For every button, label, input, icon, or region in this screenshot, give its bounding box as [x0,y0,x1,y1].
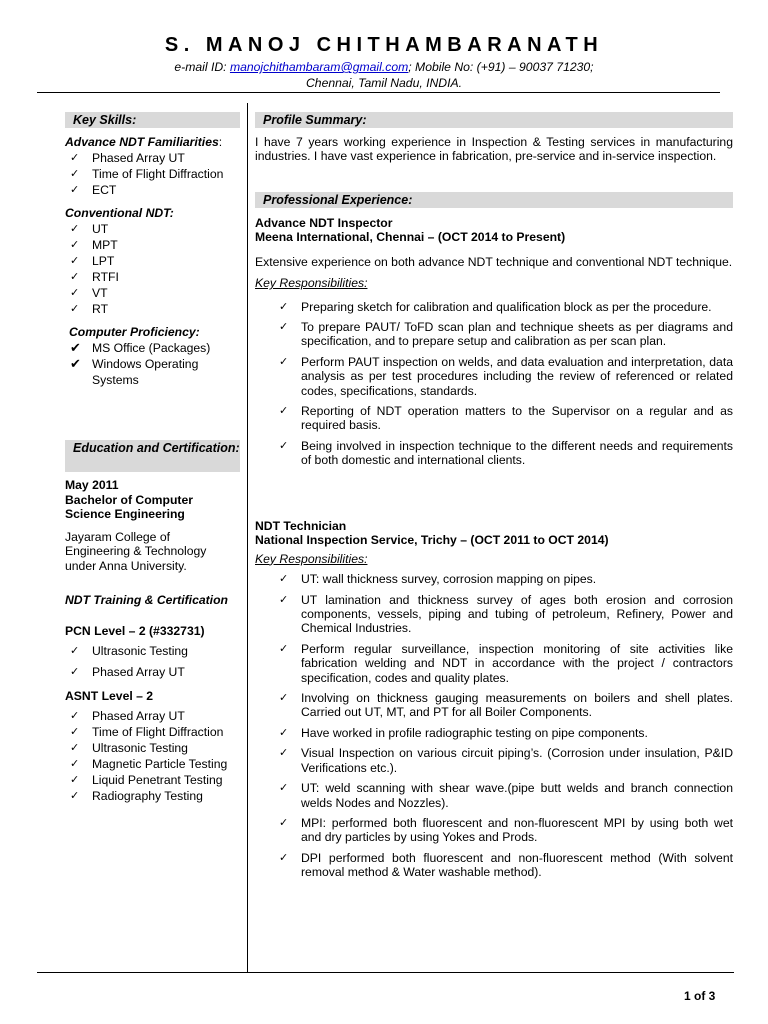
check-icon: ✓ [70,789,80,802]
footer-divider [37,972,734,973]
check-icon: ✓ [70,239,80,251]
check-icon: ✓ [279,321,289,334]
page-number: 1 of 3 [684,989,716,1003]
check-icon: ✓ [70,184,80,196]
education-heading: Education and Certification: [65,440,240,472]
list-item: ✓ Being involved in inspection technique to the different needs and requirements of both domestic and international clients. [279,438,733,468]
job-1 [255,216,733,474]
job-1-company: Meena International, Chennai – (OCT 2014 to Present) [255,230,566,245]
job-1-responsibilities [255,300,733,468]
advance-ndt-list [65,150,240,198]
asnt-list [65,708,240,804]
check-icon: ✓ [70,271,80,283]
list-item: ✓ Reporting of NDT operation matters to the Supervisor on a regular and as required basis. [279,404,733,433]
list-item: ✓ RT [70,302,109,316]
check-icon: ✓ [70,152,80,164]
check-icon: ✓ [70,665,80,678]
location: Chennai, Tamil Nadu, INDIA. [305,76,463,90]
profile-summary-heading: Profile Summary: [255,112,733,128]
mobile-number: ; Mobile No: (+91) – 90037 71230; [408,60,594,74]
conventional-ndt-list [65,221,240,317]
check-icon: ✓ [70,741,80,754]
list-item: ✓ Magnetic Particle Testing [70,756,228,771]
check-icon: ✓ [279,439,289,452]
job-2 [255,519,733,886]
list-item: ✓ UT: weld scanning with shear wave.(pipe butt welds and branch connection welds Nodes and Nozzles). [279,781,733,810]
conventional-ndt-label: Conventional NDT: [65,206,174,220]
list-item: ✓ LPT [70,254,115,268]
check-icon: ✓ [279,747,289,760]
check-icon: ✓ [70,709,80,722]
computer-proficiency-list [65,340,240,388]
list-item: ✓ Involving on thickness gauging measurements on boilers and shell plates. Carried out UT, MT, and PT for all Boiler Components. [279,691,733,720]
check-icon: ✓ [279,726,289,739]
professional-experience-heading: Professional Experience: [255,192,733,208]
list-item: ✓ Visual Inspection on various circuit piping’s. (Corrosion under insulation, P&ID Verifications etc.). [279,746,733,775]
contact-info [0,59,768,91]
list-item: ✓ RTFI [70,270,119,284]
list-item: ✓ Liquid Penetrant Testing [70,772,223,787]
list-item: ✓ MPI: performed both fluorescent and non-fluorescent MPI by using both wet and dry particles by using Yokes and Prods. [279,815,733,845]
list-item: ✔ MS Office (Packages) [70,340,211,355]
list-item: ✓ Phased Array UT [70,708,185,723]
list-item: ✓ Preparing sketch for calibration and qualification block as per the procedure. [279,299,712,314]
job-2-title: NDT Technician [255,519,347,533]
advance-ndt-label: Advance NDT Familiarities: [65,135,223,149]
check-icon: ✓ [70,303,80,315]
list-item: ✓ UT [70,222,109,236]
candidate-name: S. MANOJ CHITHAMBARANATH [164,34,604,56]
job-2-company: National Inspection Service, Trichy – (OCT 2011 to OCT 2014) [255,533,609,548]
list-item: ✓ MPT [70,238,118,252]
list-item: ✓ Phased Array UT [70,151,185,165]
check-icon: ✓ [70,223,80,235]
column-divider [247,103,248,973]
list-item: ✓ Ultrasonic Testing [70,740,188,755]
check-icon: ✓ [70,645,80,657]
education-section [65,478,240,804]
list-item: ✓ DPI performed both fluorescent and non-fluorescent method (With solvent removal method & Water washable method). [279,850,733,880]
check-icon: ✓ [279,782,289,795]
list-item: ✓ Time of Flight Diffraction [70,167,224,181]
check-icon: ✓ [70,725,80,738]
list-item: ✔ Windows Operating Systems [70,356,199,387]
check-icon: ✔ [70,340,81,355]
check-icon: ✓ [70,757,80,770]
check-icon: ✓ [70,168,80,180]
check-icon: ✔ [70,356,81,371]
education-date: May 2011 [65,478,119,492]
check-icon: ✓ [279,816,289,829]
email-label: e-mail ID: [174,60,230,74]
check-icon: ✓ [279,593,289,606]
list-item: ✓ Have worked in profile radiographic testing on pipe components. [279,725,648,740]
list-item: ✓ UT: wall thickness survey, corrosion mapping on pipes. [279,572,597,587]
check-icon: ✓ [279,692,289,705]
list-item: ✓ Ultrasonic Testing [70,644,188,658]
check-icon: ✓ [279,573,289,586]
check-icon: ✓ [70,255,80,267]
check-icon: ✓ [279,300,289,313]
list-item: ✓ Perform regular surveillance, inspection monitoring of site activities like fabrication welding and NDT in accordance with the project / contractors specification, codes and quality plates. [279,641,733,685]
check-icon: ✓ [70,773,80,786]
profile-summary-text: I have 7 years working experience in Inspection & Testing services in manufacturing industries. I have vast experience in fabrication, pre-service and in-service inspection. [255,135,733,164]
email-link[interactable]: manojchithambaram@gmail.com [229,60,409,74]
pcn-list [65,644,240,679]
job-1-summary: Extensive experience on both advance NDT technique and conventional NDT technique. [255,254,733,269]
list-item: ✓ UT lamination and thickness survey of ages both erosion and corrosion components, vessels, piping and tubing of petroleum, Refinery, Power and Chemical Industries. [279,592,733,636]
computer-proficiency-label: Computer Proficiency: [69,325,200,339]
check-icon: ✓ [70,287,80,299]
job-1-title: Advance NDT Inspector [255,216,393,230]
header-divider [37,92,720,93]
job-2-responsibilities [255,572,733,879]
list-item: ✓ To prepare PAUT/ ToFD scan plan and technique sheets as per diagrams and specification, and to prepare setup and calibration as per scan plan. [279,320,733,349]
key-skills-section [65,134,240,388]
check-icon: ✓ [279,642,289,655]
list-item: ✓ Time of Flight Diffraction [70,724,224,739]
list-item: ✓ Phased Array UT [70,664,185,679]
list-item: ✓ Radiography Testing [70,788,203,803]
job-2-responsibilities-label: Key Responsibilities: [255,551,368,566]
check-icon: ✓ [279,405,289,418]
check-icon: ✓ [279,851,289,864]
list-item: ✓ Perform PAUT inspection on welds, and data evaluation and interpretation, data analysis as per test procedures including the review of referenced or related codes, specifications, standards. [279,354,733,398]
check-icon: ✓ [279,355,289,368]
key-skills-heading: Key Skills: [65,112,240,128]
pcn-level-label: PCN Level – 2 (#332731) [65,623,205,638]
ndt-training-label: NDT Training & Certification [65,593,228,607]
list-item: ✓ VT [70,286,108,300]
education-college: Jayaram College of Engineering & Technology under Anna University. [65,529,207,573]
contact-line-1 [0,59,768,75]
education-degree: Bachelor of Computer Science Engineering [65,492,193,521]
list-item: ✓ ECT [70,183,117,197]
asnt-level-label: ASNT Level – 2 [65,689,154,703]
job-1-responsibilities-label: Key Responsibilities: [255,276,368,291]
